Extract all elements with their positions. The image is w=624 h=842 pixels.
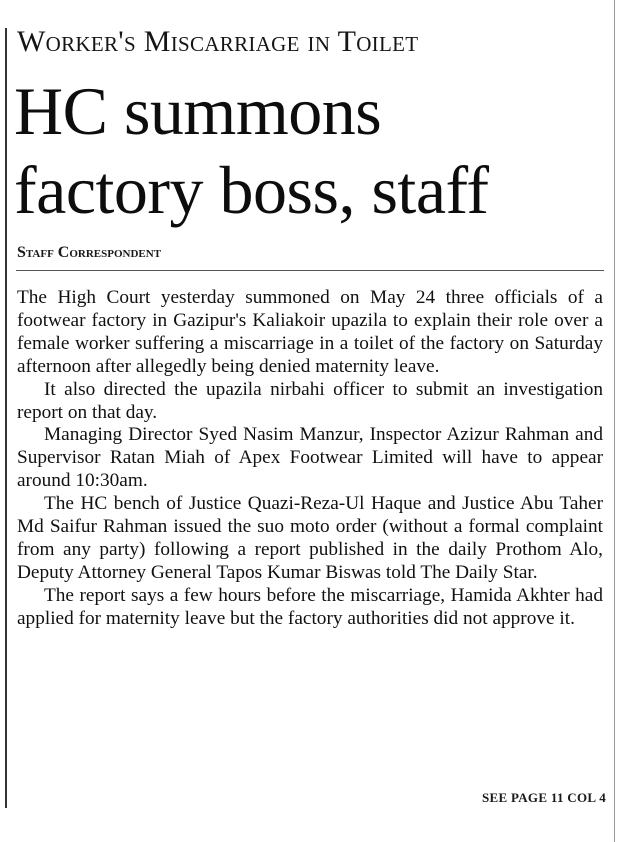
continued-reference: SEE PAGE 11 COL 4 xyxy=(481,790,606,805)
article-paragraph-5: The report says a few hours before the miscarriage, Hamida Akhter had applied for maternity leave but the factory authorities did not approve it. xyxy=(17,584,603,629)
headline-line-2: factory boss, staff xyxy=(14,152,489,228)
byline-divider xyxy=(16,270,604,271)
article-paragraph-4: The HC bench of Justice Quazi-Reza-Ul Haque and Justice Abu Taher Md Saifur Rahman issued the suo moto order (without a formal complaint from any party) following a report published in the daily Prothom Alo, Deputy Attorney General Tapos Kumar Biswas told The Daily Star. xyxy=(17,493,603,583)
article-headline xyxy=(14,72,609,230)
article-paragraph-2: It also directed the upazila nirbahi officer to submit an investigation report on that day. xyxy=(17,378,603,423)
column-right-rule xyxy=(614,0,615,842)
article-paragraph-3: Managing Director Syed Nasim Manzur, Inspector Azizur Rahman and Supervisor Ratan Miah of Apex Footwear Limited will have to appear around 10:30am. xyxy=(17,424,603,492)
column-left-rule xyxy=(5,28,7,808)
article-byline: Staff Correspondent xyxy=(17,244,162,261)
headline-line-1: HC summons xyxy=(14,73,382,149)
article-paragraph-1: The High Court yesterday summoned on May 24 three officials of a footwear factory in Gazipur's Kaliakoir upazila to explain their role over a female worker suffering a miscarriage in a toilet of the factory on Saturday afternoon after allegedly being denied maternity leave. xyxy=(17,287,603,377)
article-kicker: Worker's Miscarriage in Toilet xyxy=(17,25,419,58)
article-body xyxy=(17,287,603,631)
